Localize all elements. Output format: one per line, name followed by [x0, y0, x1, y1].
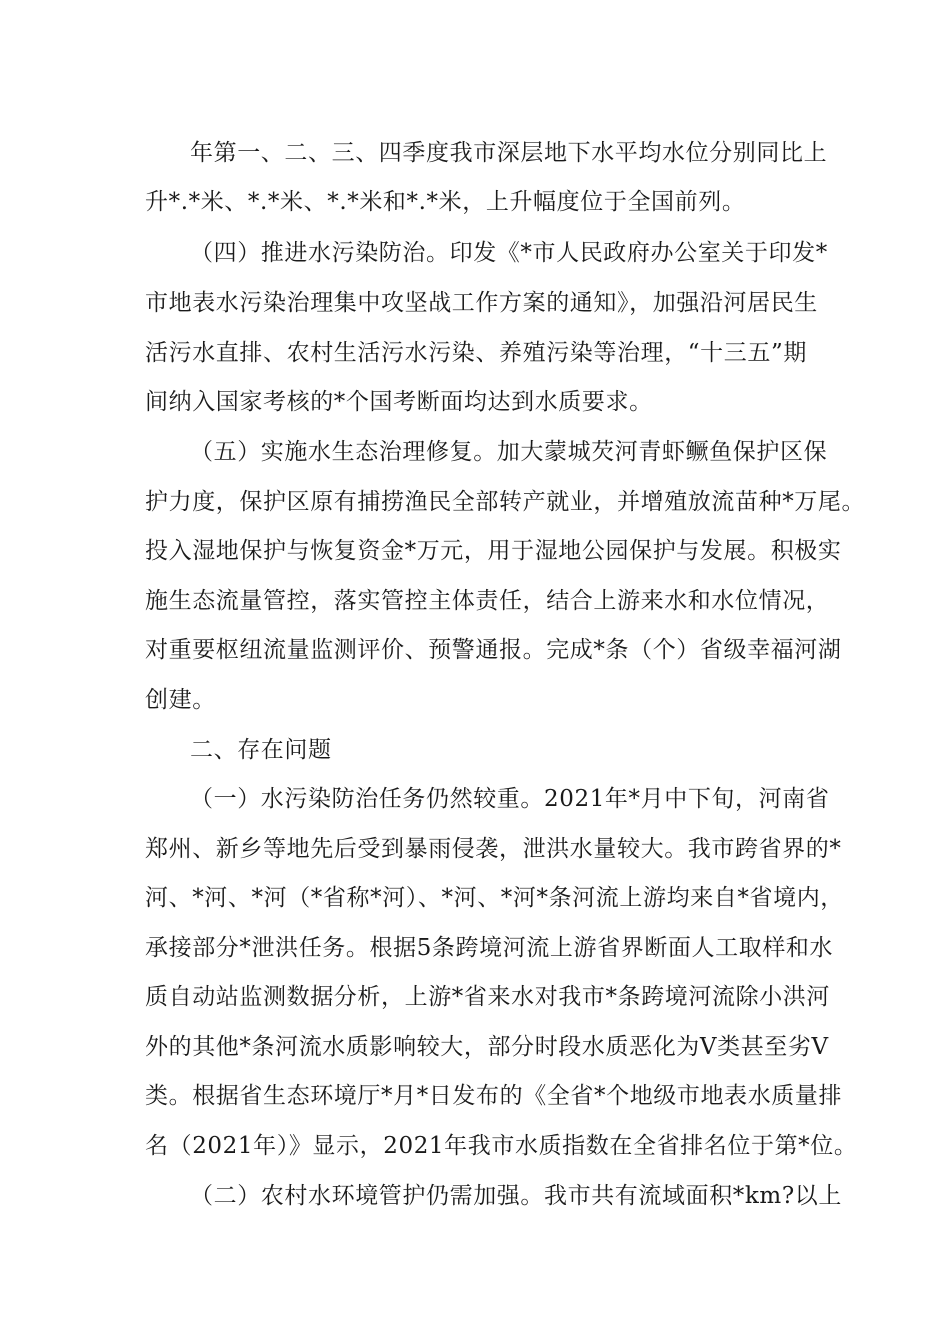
text-line: 创建。 — [145, 687, 216, 713]
text-line: 外的其他*条河流水质影响较大，部分时段水质恶化为Ⅴ类甚至劣Ⅴ — [145, 1034, 829, 1060]
text-line: 升*.*米、*.*米、*.*米和*.*米，上升幅度位于全国前列。 — [145, 189, 746, 215]
paragraph-heading-2: （二）农村水环境管护仍需加强。我市共有流域面积*km?以上 — [190, 1183, 842, 1209]
text-line: 河、*河、*河（*省称*河）、*河、*河*条河流上游均来自*省境内， — [145, 885, 844, 911]
text-line: 投入湿地保护与恢复资金*万元，用于湿地公园保护与发展。积极实 — [145, 538, 842, 564]
text-line: 护力度，保护区原有捕捞渔民全部转产就业，并增殖放流苗种*万尾。 — [145, 489, 866, 515]
paragraph-heading-1: （一）水污染防治任务仍然较重。2021年*月中下旬，河南省 — [190, 786, 830, 812]
section-heading: 二、存在问题 — [190, 737, 332, 763]
text-line: 施生态流量管控，落实管控主体责任，结合上游来水和水位情况， — [145, 588, 830, 614]
text-line: 名（2021年）》显示，2021年我市水质指数在全省排名位于第*位。 — [145, 1133, 858, 1159]
text-line: 类。根据省生态环境厅*月*日发布的《全省*个地级市地表水质量排 — [145, 1083, 843, 1109]
text-line: 质自动站监测数据分析，上游*省来水对我市*条跨境河流除小洪河 — [145, 984, 830, 1010]
text-line: 年第一、二、三、四季度我市深层地下水平均水位分别同比上 — [190, 140, 828, 166]
text-line: 承接部分*泄洪任务。根据5条跨境河流上游省界断面人工取样和水 — [145, 935, 834, 961]
paragraph-heading-5: （五）实施水生态治理修复。加大蒙城芡河青虾鳜鱼保护区保 — [190, 439, 828, 465]
text-line: 郑州、新乡等地先后受到暴雨侵袭，泄洪水量较大。我市跨省界的* — [145, 836, 842, 862]
text-line: 间纳入国家考核的*个国考断面均达到水质要求。 — [145, 389, 653, 415]
text-line: 对重要枢纽流量监测评价、预警通报。完成*条（个）省级幸福河湖 — [145, 637, 842, 663]
text-line: 市地表水污染治理集中攻坚战工作方案的通知》，加强沿河居民生 — [145, 290, 818, 316]
paragraph-heading-4: （四）推进水污染防治。印发《*市人民政府办公室关于印发* — [190, 240, 828, 266]
text-line: 活污水直排、农村生活污水污染、养殖污染等治理，“十三五”期 — [145, 340, 807, 366]
